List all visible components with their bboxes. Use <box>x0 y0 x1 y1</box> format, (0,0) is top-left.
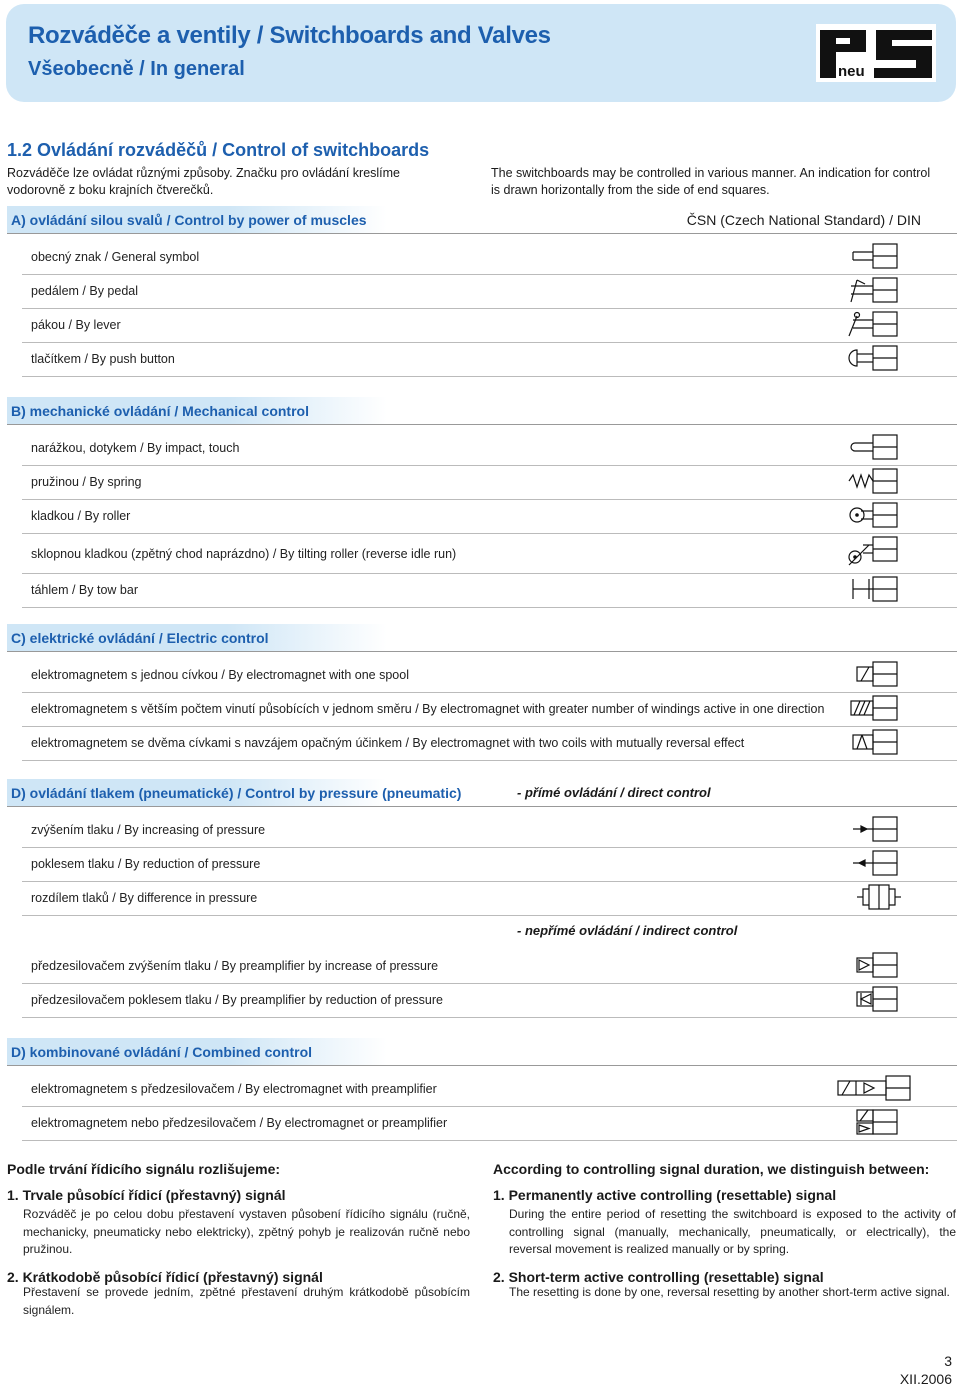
category-b-title: B) mechanické ovládání / Mechanical control <box>11 403 309 419</box>
table-row <box>22 274 957 309</box>
table-row <box>22 983 957 1018</box>
row-label: elektromagnetem s jednou cívkou / By electromagnet with one spool <box>31 668 409 682</box>
electromagnet-two-coils-icon <box>837 728 927 758</box>
lever-icon <box>837 310 927 340</box>
table-row <box>22 881 957 916</box>
section-title: 1.2 Ovládání rozváděčů / Control of switchboards <box>7 140 430 160</box>
row-label: pedálem / By pedal <box>31 284 139 298</box>
electromagnet-multiple-windings-icon <box>837 694 927 724</box>
row-label: pákou / By lever <box>31 318 121 332</box>
logo-sub-text: neu <box>838 63 865 80</box>
row-label: předzesilovačem poklesem tlaku / By preamplifier by reduction of pressure <box>31 993 443 1007</box>
push-button-icon <box>837 344 927 374</box>
impact-touch-icon <box>837 433 927 463</box>
row-label: elektromagnetem nebo předzesilovačem / By electromagnet or preamplifier <box>31 1116 448 1130</box>
table-row <box>22 308 957 343</box>
category-c-title: C) elektrické ovládání / Electric control <box>11 630 269 646</box>
pressure-reduction-icon <box>837 849 927 879</box>
table-row <box>22 533 957 574</box>
page-header <box>6 4 956 102</box>
row-label: narážkou, dotykem / By impact, touch <box>31 441 240 455</box>
row-label: tlačítkem / By push button <box>31 352 175 366</box>
category-c-header <box>7 624 957 652</box>
table-row <box>22 573 957 608</box>
table-row <box>22 1106 957 1141</box>
table-row <box>22 726 957 761</box>
intro-en: The switchboards may be controlled in various manner. An indication for control is drawn horizontally from the side of end squares. <box>491 166 931 197</box>
preamplifier-increase-icon <box>837 951 927 981</box>
category-e-title: D) kombinované ovládání / Combined control <box>11 1044 313 1060</box>
page-title: Rozváděče a ventily / Switchboards and Valves <box>28 22 551 49</box>
page-date: XII.2006 <box>899 1371 952 1387</box>
table-row <box>22 431 957 466</box>
row-label: obecný znak / General symbol <box>31 250 200 264</box>
indirect-control-label: - nepřímé ovládání / indirect control <box>517 923 738 938</box>
page-number-block <box>900 1352 952 1388</box>
table-row <box>22 658 957 693</box>
footer-cz-p1-text: Rozváděč je po celou dobu přestavení vystaven působení řídicího signálu (ručně, mechanicky, pneumaticky nebo elektricky), zpětný pohyb je realizován ručně nebo pružinou. <box>23 1207 470 1256</box>
standard-label: ČSN (Czech National Standard) / DIN <box>686 212 921 228</box>
row-label: elektromagnetem se dvěma cívkami s navzájem opačným účinkem / By electromagnet with two coils with mutually reversal effect <box>31 736 745 750</box>
pressure-increase-icon <box>837 815 927 845</box>
category-a-header <box>7 206 957 234</box>
row-label: sklopnou kladkou (zpětný chod naprázdno) / By tilting roller (reverse idle run) <box>31 547 457 561</box>
row-label: předzesilovačem zvýšením tlaku / By preamplifier by increase of pressure <box>31 959 439 973</box>
row-label: poklesem tlaku / By reduction of pressure <box>31 857 261 871</box>
row-label: zvýšením tlaku / By increasing of pressure <box>31 823 266 837</box>
electromagnet-one-spool-icon <box>837 660 927 690</box>
footer-en-p2-title: 2. Short-term active controlling (resettable) signal <box>493 1269 824 1285</box>
category-e-header <box>7 1038 957 1066</box>
row-label: elektromagnetem s větším počtem vinutí působících v jednom směru / By electromagnet with greater number of windings active in one direction <box>31 702 825 716</box>
footer-en-p1-title: 1. Permanently active controlling (resettable) signal <box>493 1187 837 1203</box>
row-label: rozdílem tlaků / By difference in pressure <box>31 891 258 905</box>
row-label: kladkou / By roller <box>31 509 131 523</box>
footer-cz-p1-title: 1. Trvale působící řídicí (přestavný) signál <box>7 1187 286 1203</box>
tilting-roller-icon <box>837 535 927 571</box>
pneu-logo <box>814 22 938 89</box>
footer-en-heading: According to controlling signal duration, we distinguish between: <box>493 1161 930 1177</box>
tow-bar-icon <box>837 575 927 605</box>
table-row <box>22 465 957 500</box>
row-label: pružinou / By spring <box>31 475 142 489</box>
row-label: táhlem / By tow bar <box>31 583 138 597</box>
table-row <box>22 499 957 534</box>
table-row <box>22 847 957 882</box>
row-label: elektromagnetem s předzesilovačem / By electromagnet with preamplifier <box>31 1082 437 1096</box>
footer-cz-p2-text: Přestavení se provede jedním, zpětné přestavení druhým krátkodobě působícím signálem. <box>23 1285 470 1317</box>
page-subtitle: Všeobecně / In general <box>28 58 245 80</box>
general-symbol-icon <box>837 242 927 272</box>
spring-icon <box>837 467 927 497</box>
footer-cz-p2-title: 2. Krátkodobě působící řídicí (přestavný) signál <box>7 1269 323 1285</box>
table-row <box>22 692 957 727</box>
roller-icon <box>837 501 927 531</box>
electromagnet-or-preamplifier-icon <box>837 1108 927 1138</box>
footer-cz-heading: Podle trvání řídicího signálu rozlišujeme: <box>7 1161 281 1177</box>
table-row <box>22 240 957 275</box>
category-d-title: D) ovládání tlakem (pneumatické) / Control by pressure (pneumatic) <box>11 785 462 801</box>
table-row <box>22 1072 957 1107</box>
table-row <box>22 342 957 377</box>
page-number: 3 <box>944 1353 952 1369</box>
pressure-difference-icon <box>837 883 927 913</box>
table-row <box>22 813 957 848</box>
footer-en-p1-text: During the entire period of resetting the switchboard is exposed to the activity of controlling signal (manually, mechanically, pneumatically, or electrically), the reversal movement is realized manually or by spring. <box>509 1207 956 1256</box>
footer-en-p2-text: The resetting is done by one, reversal resetting by another short-term active signal. <box>509 1285 950 1299</box>
preamplifier-reduction-icon <box>837 985 927 1015</box>
pedal-icon <box>837 276 927 306</box>
category-a-title: A) ovládání silou svalů / Control by power of muscles <box>11 212 367 228</box>
electromagnet-with-preamplifier-icon <box>830 1074 942 1104</box>
category-d-header <box>7 779 957 807</box>
category-b-header <box>7 397 957 425</box>
intro-cz: Rozváděče lze ovládat různými způsoby. Značku pro ovládání kreslíme vodorovně z boku krajních čtverečků. <box>7 166 401 197</box>
table-row <box>22 949 957 984</box>
direct-control-label: - přímé ovládání / direct control <box>517 785 711 800</box>
